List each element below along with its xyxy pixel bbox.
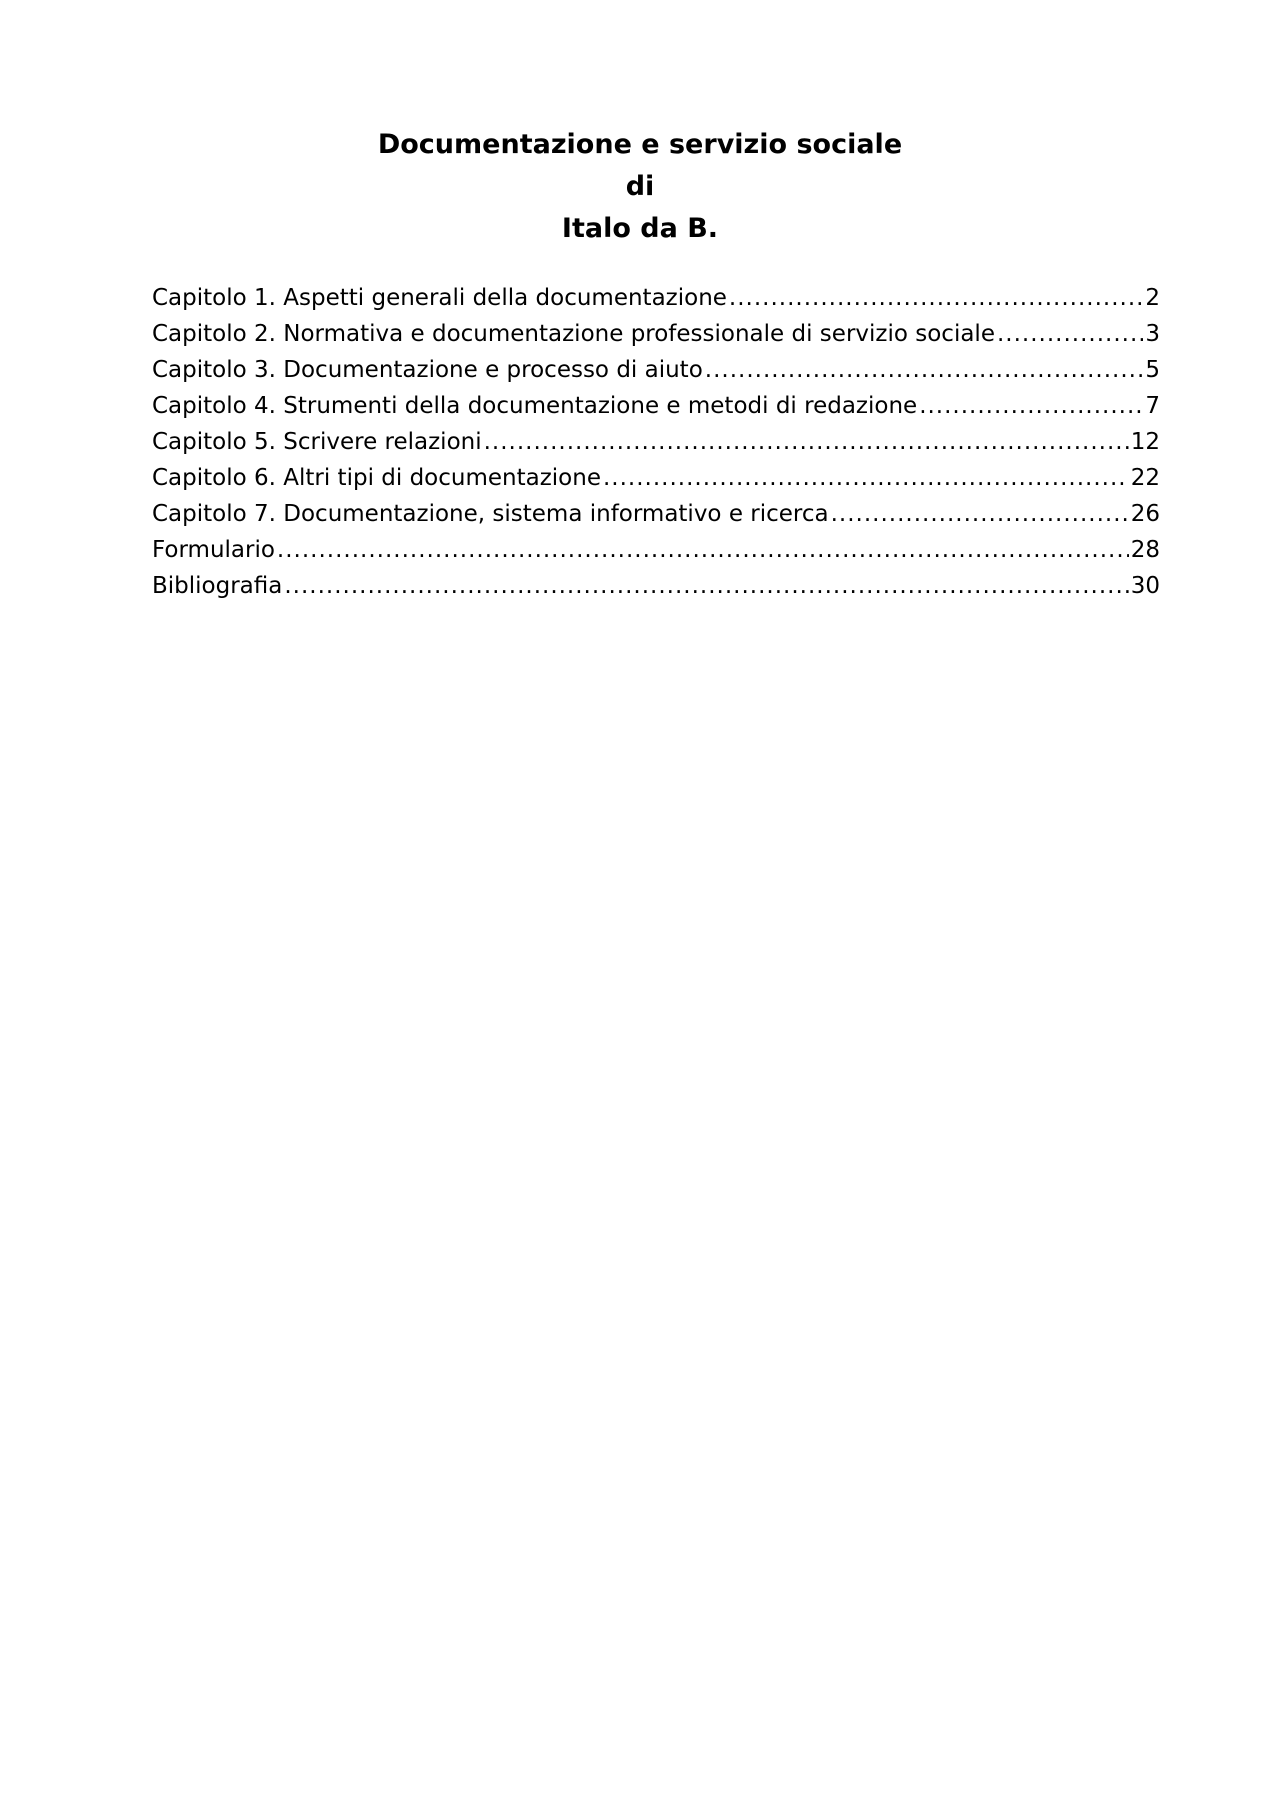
toc-dot-leader [919,388,1143,424]
toc-entry-capitolo-6[interactable] [152,460,1160,496]
toc-entry-capitolo-3[interactable] [152,352,1160,388]
title-line-author: Italo da B. [561,213,719,244]
toc-entry-page: 26 [1130,501,1160,527]
toc-dot-leader [484,424,1129,460]
toc-entry-label: Formulario [152,537,275,563]
toc-entry-page: 5 [1145,357,1160,383]
toc-entry-label: Capitolo 3. Documentazione e processo di aiuto [152,357,703,383]
document-title [0,124,1280,250]
toc-entry-label: Capitolo 7. Documentazione, sistema informativo e ricerca [152,501,829,527]
table-of-contents [152,280,1160,604]
toc-entry-page: 12 [1130,429,1160,455]
toc-entry-page: 7 [1145,393,1160,419]
toc-dot-leader [729,280,1143,316]
toc-entry-capitolo-2[interactable] [152,316,1160,352]
title-line-main: Documentazione e servizio sociale [377,129,903,160]
toc-entry-label: Capitolo 2. Normativa e documentazione professionale di servizio sociale [152,321,995,347]
toc-dot-leader [997,316,1143,352]
toc-entry-bibliografia[interactable] [152,568,1160,604]
toc-entry-page: 22 [1130,465,1160,491]
toc-dot-leader [284,568,1128,604]
toc-entry-page: 28 [1130,537,1160,563]
toc-dot-leader [705,352,1144,388]
toc-entry-formulario[interactable] [152,532,1160,568]
toc-entry-label: Capitolo 5. Scrivere relazioni [152,429,482,455]
toc-entry-page: 2 [1145,285,1160,311]
toc-entry-capitolo-4[interactable] [152,388,1160,424]
toc-entry-capitolo-7[interactable] [152,496,1160,532]
toc-dot-leader [603,460,1129,496]
toc-entry-label: Capitolo 1. Aspetti generali della documentazione [152,285,727,311]
toc-entry-label: Capitolo 4. Strumenti della documentazione e metodi di redazione [152,393,918,419]
toc-entry-capitolo-5[interactable] [152,424,1160,460]
toc-entry-label: Capitolo 6. Altri tipi di documentazione [152,465,601,491]
toc-entry-page: 3 [1145,321,1160,347]
toc-entry-page: 30 [1130,573,1160,599]
toc-entry-capitolo-1[interactable] [152,280,1160,316]
title-line-di: di [625,171,655,202]
toc-entry-label: Bibliografia [152,573,283,599]
toc-dot-leader [831,496,1129,532]
toc-dot-leader [277,532,1129,568]
